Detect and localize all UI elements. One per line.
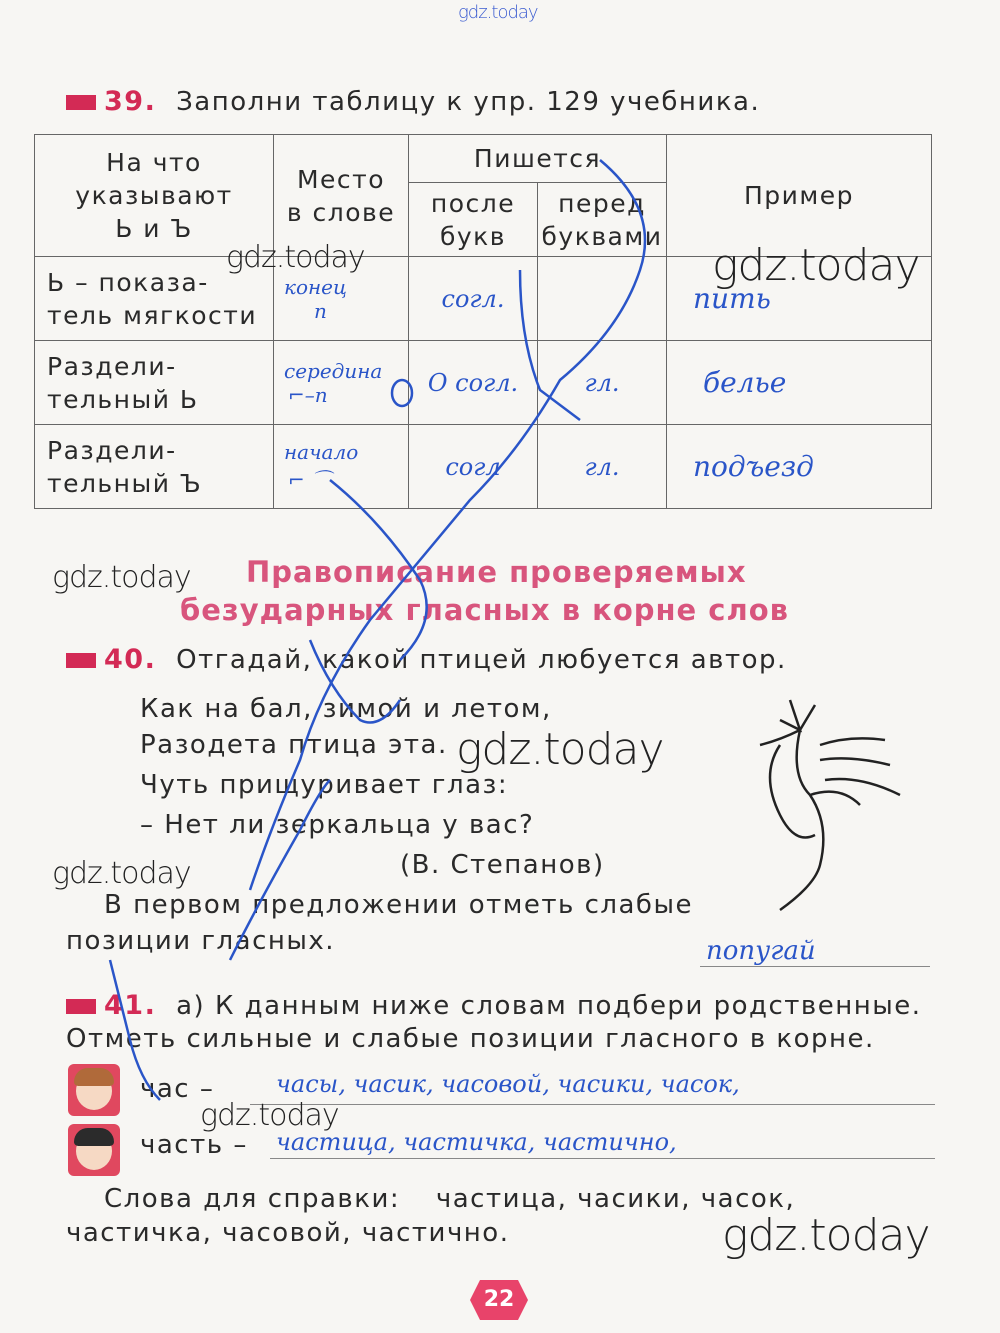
bird-sketch-drawing: [720, 685, 910, 925]
task-instruction: а) К данным ниже словам подбери родственные.: [176, 991, 922, 1021]
watermark: gdz.today: [456, 724, 664, 775]
row-label: Раздели- тельный Ь: [35, 341, 274, 425]
task-number: 41.: [104, 990, 157, 1021]
task-40-answer: попугай: [706, 936, 816, 966]
row-example: белье: [667, 341, 932, 425]
page-number: 22: [483, 1287, 515, 1312]
poem-author: (В. Степанов): [400, 850, 605, 880]
word-chast: часть –: [140, 1130, 248, 1160]
row-label: Раздели- тельный Ъ: [35, 425, 274, 509]
answer-line: [270, 1158, 935, 1159]
row-place: начало ⌐ ⌒: [274, 425, 409, 509]
header-col3b: перед буквами: [538, 183, 667, 257]
task-instruction: Заполни таблицу к упр. 129 учебника.: [176, 87, 761, 117]
word-chas: час –: [140, 1074, 215, 1104]
section-heading-line2: безударных гласных в корне слов: [180, 593, 790, 627]
answer-line: [700, 966, 930, 967]
task-number: 40.: [104, 644, 157, 675]
task-marker: [66, 95, 96, 110]
watermark: gdz.today: [722, 1210, 930, 1261]
row-after: согл: [409, 425, 538, 509]
watermark: gdz.today: [226, 240, 365, 275]
task-instruction: Отгадай, какой птицей любуется автор.: [176, 645, 787, 675]
task-41-heading: [66, 990, 922, 1021]
task-marker: [66, 653, 96, 668]
row-label: Ь – показа- тель мягкости: [35, 257, 274, 341]
answer-chas: часы, часик, часовой, часики, часок,: [276, 1070, 740, 1098]
hint-words: частица, часики, часок,: [435, 1184, 796, 1214]
row-example: подъезд: [667, 425, 932, 509]
hint-line-2: частичка, часовой, частично.: [66, 1218, 510, 1248]
task-40-heading: [66, 644, 787, 675]
task-40-subtask: В первом предложении отметь слабые: [104, 890, 693, 920]
poem-line: Как на бал, зимой и летом,: [140, 694, 552, 724]
poem-line: Чуть прищуривает глаз:: [140, 770, 509, 800]
answer-line: [250, 1104, 935, 1105]
row-place: середина ⌐–п: [274, 341, 409, 425]
poem-line: Разодета птица эта.: [140, 730, 448, 760]
table-row: [35, 341, 932, 425]
watermark: gdz.today: [200, 1098, 339, 1133]
header-col3a: после букв: [409, 183, 538, 257]
row-before: гл.: [538, 425, 667, 509]
row-place: конец п: [274, 257, 409, 341]
answer-chast: частица, частичка, частично,: [276, 1128, 677, 1156]
spelling-table: [34, 134, 932, 509]
hint-label: Слова для справки:: [104, 1184, 401, 1214]
header-col3: Пишется: [409, 135, 667, 183]
row-example: пить: [667, 257, 932, 341]
hint-line-1: [104, 1184, 795, 1214]
watermark: gdz.today: [712, 240, 920, 291]
task-41-instruction-cont: Отметь сильные и слабые позиции гласного в корне.: [66, 1024, 875, 1054]
header-col1: На что указывают Ь и Ъ: [35, 135, 274, 257]
task-marker: [66, 999, 96, 1014]
table-row: [35, 425, 932, 509]
watermark-top: gdz.today: [458, 2, 538, 23]
row-after: согл.: [409, 257, 538, 341]
task-39-heading: [66, 86, 760, 117]
section-heading-line1: Правописание проверяемых: [246, 555, 747, 589]
watermark: gdz.today: [52, 560, 191, 595]
row-before: [538, 257, 667, 341]
boy-avatar-icon: [68, 1124, 120, 1176]
task-40-subtask-cont: позиции гласных.: [66, 926, 336, 956]
header-col4: Пример: [667, 135, 932, 257]
girl-avatar-icon: [68, 1064, 120, 1116]
header-col2: Место в слове: [274, 135, 409, 257]
poem-line: – Нет ли зеркальца у вас?: [140, 810, 535, 840]
watermark: gdz.today: [52, 856, 191, 891]
task-number: 39.: [104, 86, 157, 117]
row-before: гл.: [538, 341, 667, 425]
row-after: О согл.: [409, 341, 538, 425]
